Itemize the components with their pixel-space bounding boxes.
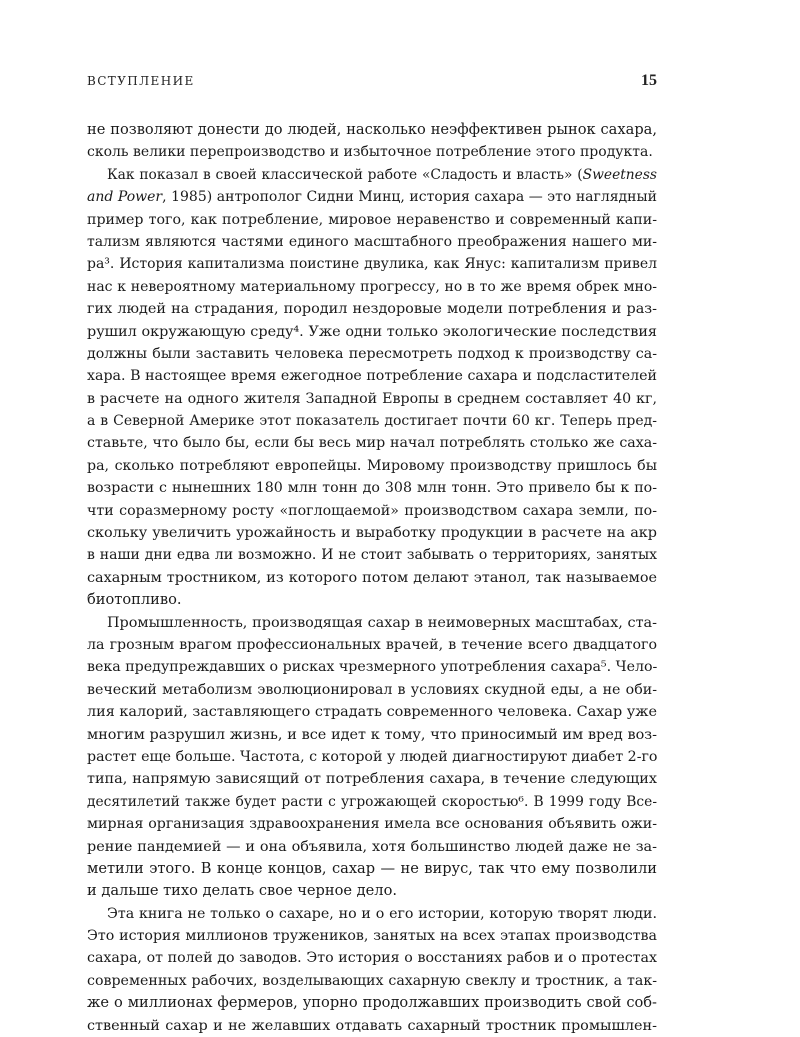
text-line: Эта книга не только о сахаре, но и о его истории, которую творят люди. [107, 905, 657, 922]
text-line: типа, напрямую зависящий от потребления сахара, в течение следующих [87, 771, 657, 788]
running-header [87, 74, 657, 94]
text-line: ставьте, что было бы, если бы весь мир начал потреблять столько же саха- [87, 435, 657, 452]
text-line: сахарным тростником, из которого потом делают этанол, так называемое [87, 569, 657, 586]
text-line: современных рабочих, возделывающих сахарную свеклу и тростник, а так- [87, 972, 657, 989]
text-line: метили этого. В конце концов, сахар — не вирус, так что ему позволили [87, 859, 657, 877]
text-line: же о миллионах фермеров, упорно продолжавших производить свой соб- [87, 994, 657, 1012]
text-line: лия калорий, заставляющего страдать современного человека. Сахар уже [87, 704, 657, 721]
text-line: не позволяют донести до людей, насколько неэффективен рынок сахара, [87, 121, 657, 138]
text-line: пример того, как потребление, мировое неравенство и современный капи- [87, 211, 657, 228]
text-line: ственный сахар и не желавших отдавать сахарный тростник промышлен- [87, 1017, 657, 1034]
text-line: ла грозным врагом профессиональных врачей, в течение всего двадцатого [87, 636, 657, 653]
text-line: возрасти с нынешних 180 млн тонн до 308 млн тонн. Это привело бы к по- [87, 480, 657, 497]
text-line: and Power, 1985) антрополог Сидни Минц, история сахара — это наглядный [87, 189, 657, 206]
text-line: Как показал в своей классической работе «Сладость и власть» (Sweetness [107, 166, 657, 183]
text-line: многим разрушил жизнь, и все идет к тому, что приносимый им вред воз- [87, 726, 657, 743]
text-line: биотопливо. [87, 591, 182, 609]
text-line: мирная организация здравоохранения имела все основания объявить ожи- [87, 816, 657, 833]
text-line: тализм являются частями единого масштабного преображения нашего ми- [87, 233, 657, 250]
body-text [87, 119, 657, 1037]
text-line: гих людей на страдания, породил нездоровые модели потребления и раз- [87, 301, 657, 318]
text-line: скольку увеличить урожайность и выработку продукции в расчете на акр [87, 525, 657, 542]
text-line: хара. В настоящее время ежегодное потребление сахара и подсластителей [87, 368, 657, 385]
text-line: сколь велики перепроизводство и избыточное потребление этого продукта. [87, 144, 653, 161]
section-title: ВСТУПЛЕНИЕ [87, 74, 195, 88]
text-line: в расчете на одного жителя Западной Европы в среднем составляет 40 кг, [87, 390, 657, 407]
text-line: Промышленность, производящая сахар в неимоверных масштабах, ста- [107, 614, 657, 631]
text-line: ра³. История капитализма поистине двулика, как Янус: капитализм привел [87, 256, 657, 273]
text-line: сахара, от полей до заводов. Это история о восстаниях рабов и о протестах [87, 950, 657, 967]
text-line: веческий метаболизм эволюционировал в условиях скудной еды, а не оби- [87, 681, 657, 698]
text-line: рушил окружающую среду⁴. Уже одни только экологические последствия [87, 323, 657, 340]
text-line: должны были заставить человека пересмотреть подход к производству са- [87, 345, 657, 362]
page-number: 15 [641, 72, 657, 89]
text-line: а в Северной Америке этот показатель достигает почти 60 кг. Теперь пред- [87, 413, 657, 430]
text-line: Это история миллионов тружеников, занятых на всех этапах производства [87, 928, 657, 945]
text-line: ра, сколько потребляют европейцы. Мировому производству пришлось бы [87, 457, 657, 474]
text-line: нас к невероятному материальному прогрессу, но в то же время обрек мно- [87, 278, 657, 295]
text-line: в наши дни едва ли возможно. И не стоит забывать о территориях, занятых [87, 547, 657, 564]
text-line: десятилетий также будет расти с угрожающей скоростью⁶. В 1999 году Все- [87, 793, 657, 810]
text-line: века предупреждавших о рисках чрезмерного употребления сахара⁵. Чело- [87, 659, 658, 676]
text-line: и дальше тихо делать свое черное дело. [87, 882, 398, 900]
text-line: растет еще больше. Частота, с которой у людей диагностируют диабет 2-го [87, 748, 658, 765]
text-line: рение пандемией — и она объявила, хотя большинство людей даже не за- [87, 838, 657, 855]
text-line: чти соразмерному росту «поглощаемой» производством сахара земли, по- [87, 502, 657, 519]
